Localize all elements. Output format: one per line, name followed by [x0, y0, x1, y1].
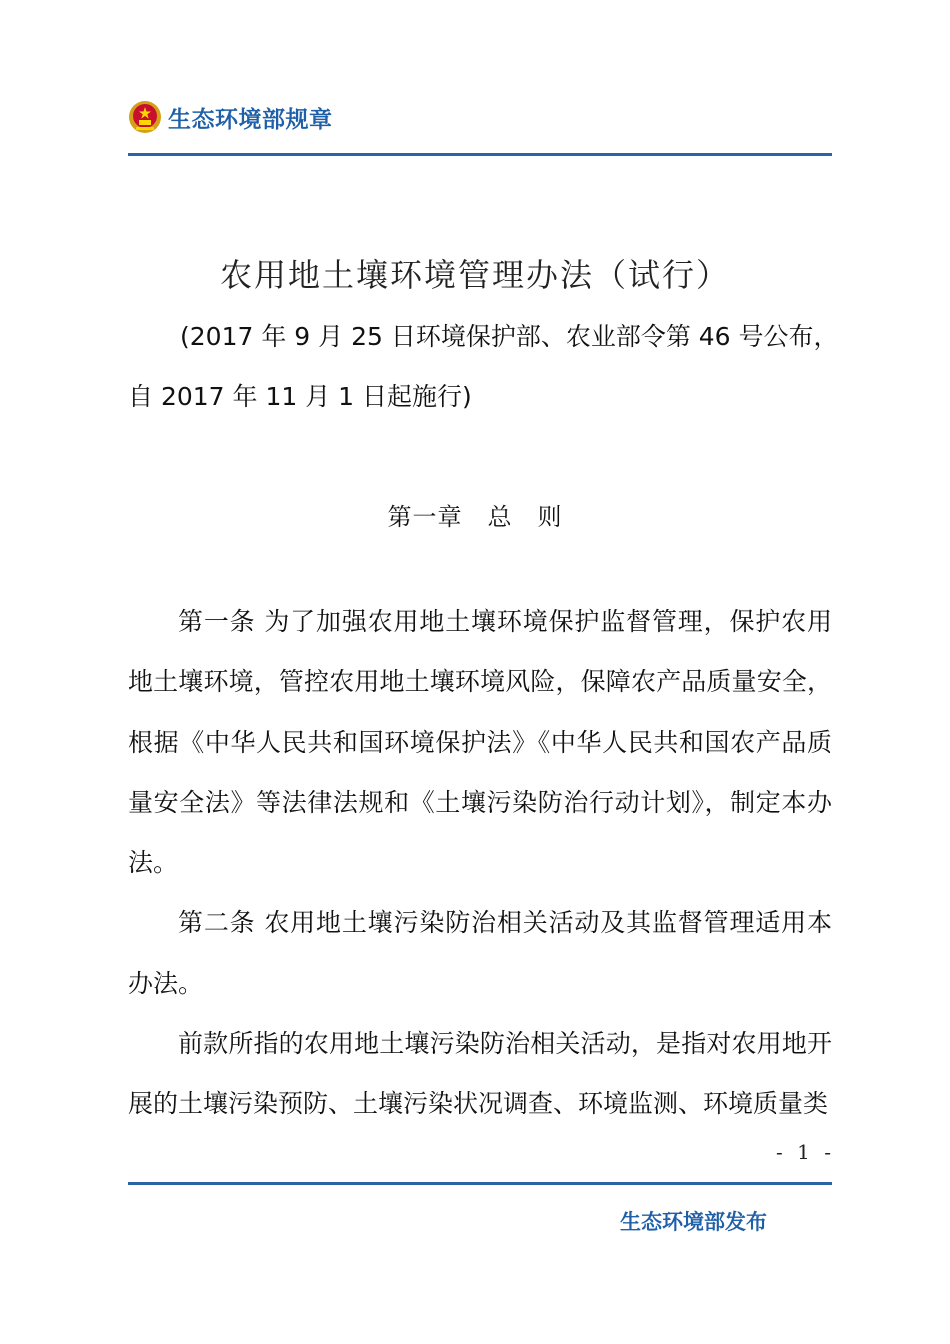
- page-header: [128, 100, 333, 134]
- national-emblem-icon: [128, 100, 162, 134]
- paragraph: 第二条 农用地土壤污染防治相关活动及其监督管理适用本办法。: [128, 908, 832, 998]
- document-body: [128, 592, 832, 1135]
- document-subtitle-line1: (2017 年 9 月 25 日环境保护部、农业部令第 46 号公布，: [180, 322, 839, 351]
- page-number: - 1 -: [776, 1140, 835, 1164]
- footer-publisher: 生态环境部发布: [620, 1210, 767, 1234]
- header-divider: [128, 153, 832, 156]
- header-title: 生态环境部规章: [168, 106, 333, 133]
- document-subtitle-line2: 自 2017 年 11 月 1 日起施行): [128, 382, 472, 411]
- footer-divider: [128, 1182, 832, 1185]
- paragraph: 第一条 为了加强农用地土壤环境保护监督管理，保护农用地土壤环境，管控农用地土壤环境风险，保障农产品质量安全，根据《中华人民共和国环境保护法》《中华人民共和国农产品质量安全法》等法律法规和《土壤污染防治行动计划》，制定本办法。: [128, 607, 832, 878]
- chapter-heading: 第一章 总 则: [387, 503, 563, 531]
- paragraph: 前款所指的农用地土壤污染防治相关活动，是指对农用地开展的土壤污染预防、土壤污染状况调查、环境监测、环境质量类: [128, 1029, 832, 1119]
- document-title: 农用地土壤环境管理办法（试行）: [219, 256, 730, 294]
